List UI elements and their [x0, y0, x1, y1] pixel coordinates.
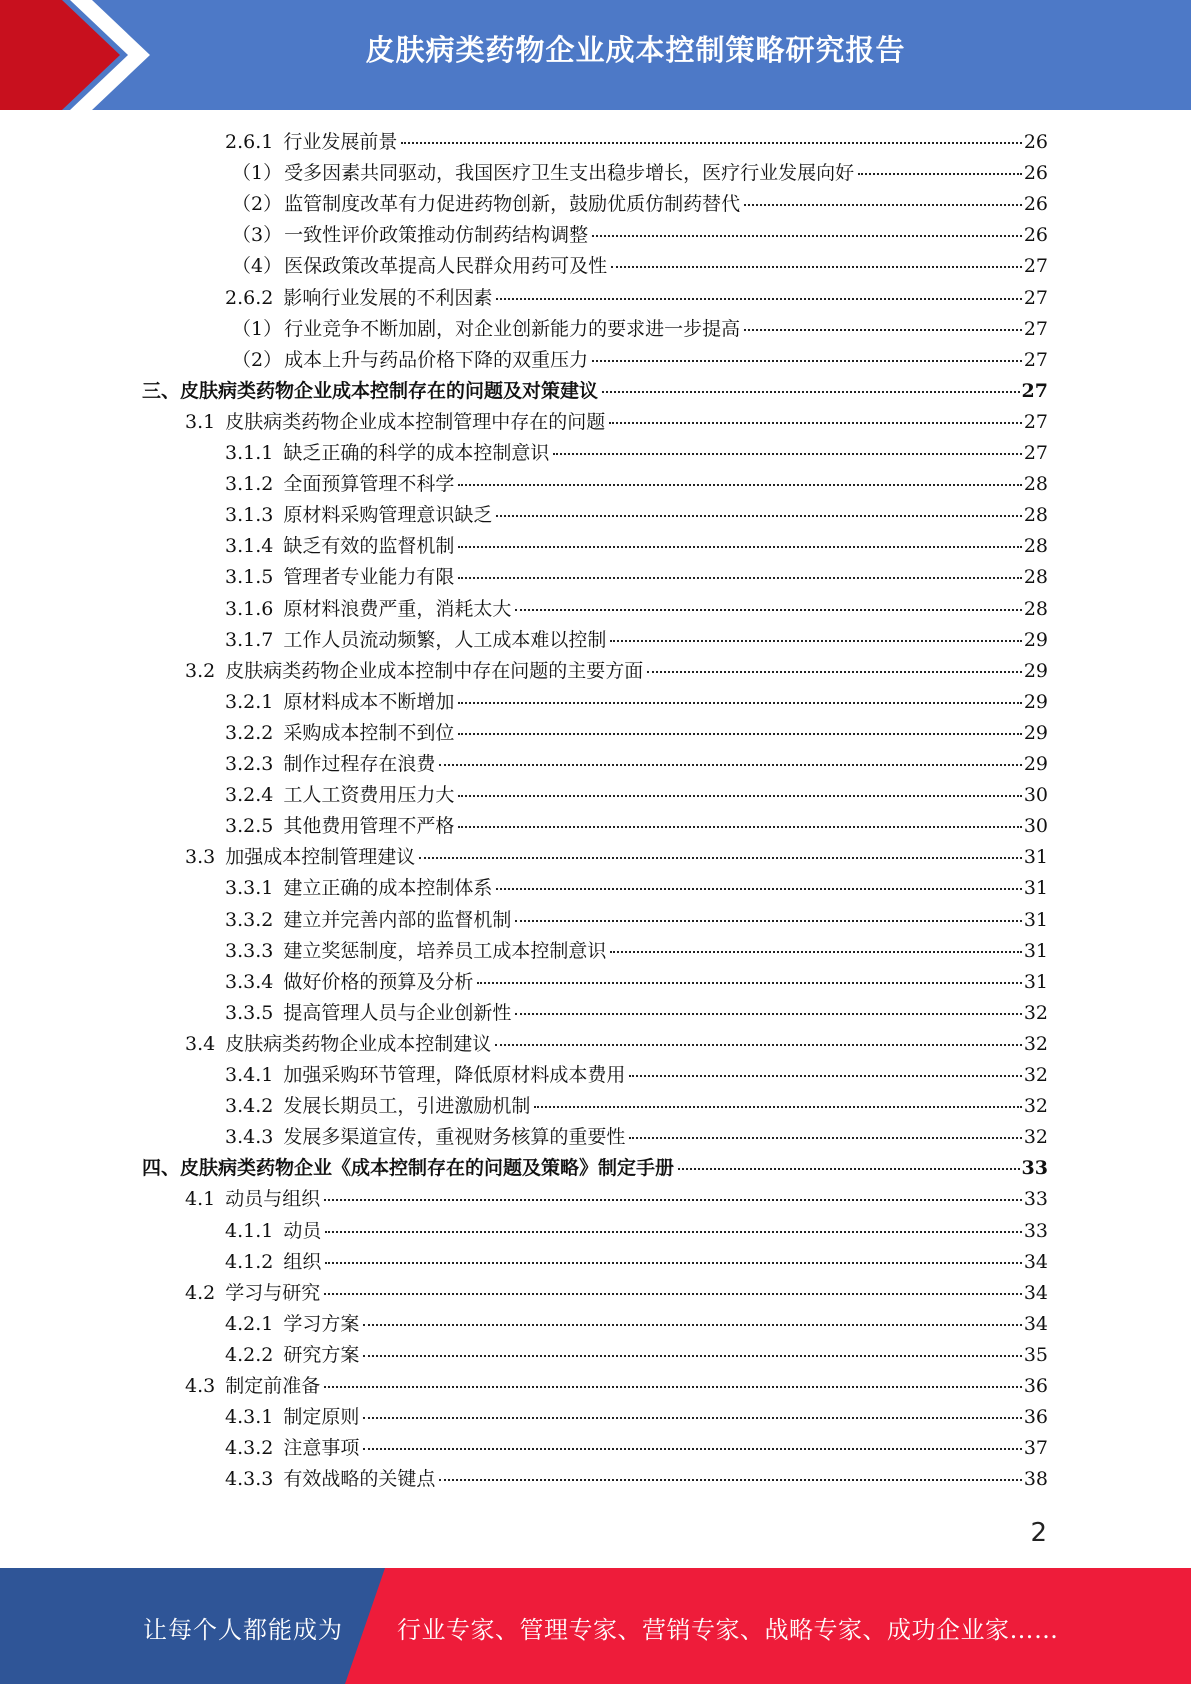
toc-entry-title: 原材料采购管理意识缺乏 [283, 504, 493, 527]
toc-entry-number: 3.1.4 [225, 535, 274, 558]
toc-entry-page: 28 [1023, 473, 1048, 496]
toc-entry[interactable] [225, 1247, 1048, 1278]
toc-entry-number: 3.4 [185, 1032, 216, 1055]
toc-entry-number: 3.2.2 [225, 721, 274, 744]
toc-entry-title: 建立奖惩制度，培养员工成本控制意识 [283, 939, 607, 962]
toc-entry-page: 32 [1023, 1064, 1048, 1086]
toc-entry[interactable] [225, 469, 1048, 500]
toc-dot-leader [401, 142, 1021, 144]
toc-entry-title: 缺乏正确的科学的成本控制意识 [283, 442, 550, 464]
toc-entry-page: 29 [1023, 690, 1048, 713]
toc-entry-title: 皮肤病类药物企业成本控制管理中存在的问题 [225, 410, 606, 433]
toc-entry-page: 27 [1023, 348, 1048, 371]
toc-entry-title: 加强采购环节管理，降低原材料成本费用 [283, 1064, 626, 1086]
toc-entry[interactable] [225, 1216, 1048, 1247]
toc-entry-page: 29 [1023, 721, 1048, 744]
toc-entry-number: （1） [232, 162, 283, 185]
page-footer [0, 1568, 1191, 1684]
toc-dot-leader [324, 1386, 1022, 1388]
toc-entry-title: 其他费用管理不严格 [283, 815, 455, 838]
toc-dot-leader [496, 515, 1021, 517]
toc-entry-page: 27 [1023, 442, 1048, 464]
toc-entry[interactable] [185, 656, 1048, 687]
toc-entry-title: 医保政策改革提高人民群众用药可及性 [284, 255, 608, 278]
toc-entry-page: 31 [1023, 846, 1048, 869]
toc-entry-page: 33 [1023, 1219, 1048, 1242]
toc-entry-number: 3.4.3 [225, 1126, 274, 1149]
toc-entry-title: 皮肤病类药物企业成本控制建议 [225, 1032, 492, 1055]
toc-entry-page: 33 [1023, 1188, 1048, 1211]
toc-dot-leader [629, 1075, 1021, 1077]
toc-entry-page: 28 [1023, 597, 1048, 620]
toc-entry[interactable] [185, 1184, 1048, 1215]
toc-entry[interactable] [225, 749, 1048, 780]
toc-entry-page: 37 [1023, 1437, 1048, 1460]
toc-entry-number: 4.1 [185, 1188, 216, 1211]
toc-entry-title: 发展多渠道宣传，重视财务核算的重要性 [283, 1126, 626, 1149]
toc-entry-number: 3.4.2 [225, 1095, 274, 1118]
toc-entry-title: 建立并完善内部的监督机制 [283, 908, 512, 931]
toc-entry[interactable] [225, 936, 1048, 967]
toc-entry[interactable] [225, 283, 1048, 314]
toc-entry-page: 32 [1023, 1095, 1048, 1118]
toc-entry-number: 3.2.5 [225, 815, 274, 838]
toc-entry-number: 3.2.3 [225, 753, 274, 775]
toc-entry-number: 3.1.5 [225, 566, 274, 589]
toc-dot-leader [610, 951, 1021, 953]
toc-entry-number: 4.2.2 [225, 1343, 274, 1366]
toc-entry-title: 注意事项 [283, 1437, 360, 1460]
toc-entry-number: 3.2.1 [225, 690, 274, 713]
toc-entry-title: 采购成本控制不到位 [283, 721, 455, 744]
toc-dot-leader [592, 360, 1022, 362]
toc-entry-title: 建立正确的成本控制体系 [283, 877, 493, 900]
toc-entry-title: 受多因素共同驱动，我国医疗卫生支出稳步增长，医疗行业发展向好 [284, 162, 855, 185]
toc-entry[interactable] [225, 438, 1048, 469]
toc-entry-number: 4.1.1 [225, 1219, 274, 1242]
toc-entry-number: 3.1.2 [225, 473, 274, 496]
toc-entry[interactable] [185, 1371, 1048, 1402]
toc-entry-number: 3.3.1 [225, 877, 274, 900]
toc-entry[interactable] [185, 842, 1048, 873]
toc-entry-number: 3.1.1 [225, 442, 274, 464]
toc-dot-leader [744, 204, 1022, 206]
toc-dot-leader [609, 422, 1022, 424]
toc-entry-title: 做好价格的预算及分析 [283, 970, 474, 993]
toc-entry-title: 学习方案 [283, 1312, 360, 1335]
toc-entry-page: 33 [1021, 1157, 1048, 1180]
toc-entry-page: 29 [1023, 659, 1048, 682]
toc-entry-page: 28 [1023, 566, 1048, 589]
toc-entry-title: 制定原则 [283, 1406, 360, 1429]
toc-dot-leader [515, 1013, 1021, 1015]
toc-entry-page: 26 [1023, 131, 1048, 153]
toc-dot-leader [458, 795, 1021, 797]
toc-entry-page: 27 [1023, 410, 1048, 433]
toc-dot-leader [611, 266, 1022, 268]
toc-dot-leader [363, 1448, 1021, 1450]
footer-slogan-left: 让每个人都能成为 [143, 1616, 343, 1644]
toc-entry-number: 3.4.1 [225, 1064, 274, 1086]
toc-entry-title: 皮肤病类药物企业成本控制存在的问题及对策建议 [180, 379, 599, 402]
toc-entry[interactable] [185, 1029, 1048, 1060]
toc-entry-number: 2.6.2 [225, 286, 274, 309]
toc-dot-leader [553, 453, 1021, 455]
toc-entry-title: 行业发展前景 [283, 131, 398, 153]
toc-entry-number: （2） [232, 348, 283, 371]
toc-dot-leader [610, 640, 1021, 642]
toc-entry[interactable] [225, 562, 1048, 593]
toc-entry-page: 31 [1023, 939, 1048, 962]
toc-entry-number: 4.3.2 [225, 1437, 274, 1460]
toc-dot-leader [477, 982, 1021, 984]
toc-entry-title: 皮肤病类药物企业《成本控制存在的问题及策略》制定手册 [180, 1157, 675, 1180]
toc-entry-number: 4.3.3 [225, 1468, 274, 1491]
toc-entry[interactable] [225, 811, 1048, 842]
toc-entry-title: 动员 [283, 1219, 322, 1242]
toc-entry[interactable] [225, 1060, 1048, 1091]
toc-entry-title: 有效战略的关键点 [283, 1468, 436, 1491]
toc-dot-leader [458, 484, 1021, 486]
toc-entry[interactable] [232, 251, 1048, 282]
toc-entry-page: 26 [1023, 193, 1048, 216]
toc-entry-title: 影响行业发展的不利因素 [283, 286, 493, 309]
toc-dot-leader [363, 1324, 1021, 1326]
toc-entry-title: 全面预算管理不科学 [283, 473, 455, 496]
toc-dot-leader [458, 577, 1021, 579]
toc-entry[interactable] [225, 594, 1048, 625]
toc-entry-page: 31 [1023, 877, 1048, 900]
toc-dot-leader [602, 391, 1020, 393]
toc-entry-page: 34 [1023, 1281, 1048, 1304]
toc-entry[interactable] [225, 718, 1048, 749]
toc-entry-title: 皮肤病类药物企业成本控制中存在问题的主要方面 [225, 659, 644, 682]
toc-entry-page: 31 [1023, 970, 1048, 993]
toc-dot-leader [324, 1293, 1022, 1295]
toc-entry-title: 组织 [283, 1250, 322, 1273]
toc-entry-page: 26 [1023, 224, 1048, 247]
toc-entry[interactable] [232, 314, 1048, 345]
toc-dot-leader [678, 1168, 1020, 1170]
toc-entry-title: 缺乏有效的监督机制 [283, 535, 455, 558]
toc-entry-title: 成本上升与药品价格下降的双重压力 [284, 348, 589, 371]
toc-dot-leader [325, 1262, 1021, 1264]
toc-dot-leader [458, 826, 1021, 828]
toc-dot-leader [495, 1044, 1022, 1046]
toc-entry-page: 36 [1023, 1375, 1048, 1397]
toc-entry[interactable] [225, 1309, 1048, 1340]
toc-entry[interactable] [232, 345, 1048, 376]
toc-entry-page: 32 [1023, 1001, 1048, 1024]
toc-entry-page: 27 [1023, 286, 1048, 309]
toc-entry-number: 4.2.1 [225, 1312, 274, 1335]
toc-dot-leader [439, 764, 1021, 766]
toc-entry-number: 3.3.3 [225, 939, 274, 962]
toc-entry-number: 3.1.3 [225, 504, 274, 527]
toc-entry[interactable] [225, 687, 1048, 718]
toc-entry-page: 28 [1023, 504, 1048, 527]
toc-dot-leader [439, 1479, 1021, 1481]
toc-entry-number: （3） [232, 224, 283, 247]
toc-dot-leader [458, 733, 1021, 735]
toc-entry-number: 3.3.2 [225, 908, 274, 931]
toc-dot-leader [515, 609, 1021, 611]
toc-entry[interactable] [225, 625, 1048, 656]
page-header [0, 0, 1191, 110]
toc-entry[interactable] [142, 376, 1048, 407]
toc-entry-number: （1） [232, 317, 283, 340]
toc-entry-number: 3.1 [185, 410, 216, 433]
toc-entry[interactable] [225, 967, 1048, 998]
toc-dot-leader [458, 702, 1021, 704]
toc-entry[interactable] [225, 998, 1048, 1029]
toc-entry-title: 制作过程存在浪费 [283, 753, 436, 775]
toc-entry-number: 3.3.5 [225, 1001, 274, 1024]
toc-entry[interactable] [225, 1340, 1048, 1371]
toc-entry-number: 4.3.1 [225, 1406, 274, 1429]
toc-dot-leader [515, 920, 1021, 922]
toc-entry-title: 制定前准备 [225, 1375, 321, 1397]
toc-entry-title: 监管制度改革有力促进药物创新，鼓励优质仿制药替代 [284, 193, 741, 216]
toc-entry[interactable] [225, 531, 1048, 562]
toc-entry-page: 32 [1023, 1032, 1048, 1055]
toc-dot-leader [419, 857, 1022, 859]
toc-dot-leader [325, 1231, 1021, 1233]
toc-entry-number: 3.2 [185, 659, 216, 682]
toc-entry-number: 4.3 [185, 1375, 216, 1397]
toc-dot-leader [858, 173, 1022, 175]
toc-entry[interactable] [225, 1402, 1048, 1433]
toc-entry-page: 34 [1023, 1250, 1048, 1273]
toc-entry-number: （4） [232, 255, 283, 278]
toc-entry[interactable] [225, 1122, 1048, 1153]
toc-entry-title: 管理者专业能力有限 [283, 566, 455, 589]
toc-entry[interactable] [225, 1433, 1048, 1464]
toc-entry-title: 行业竞争不断加剧，对企业创新能力的要求进一步提高 [284, 317, 741, 340]
toc-entry-page: 30 [1023, 815, 1048, 838]
toc-entry-number: 3.2.4 [225, 784, 274, 807]
toc-entry[interactable] [225, 905, 1048, 936]
toc-dot-leader [458, 546, 1021, 548]
toc-entry-page: 38 [1023, 1468, 1048, 1491]
toc-entry-number: 四、 [142, 1157, 181, 1180]
toc-entry[interactable] [225, 780, 1048, 811]
toc-entry-number: 4.1.2 [225, 1250, 274, 1273]
toc-entry-title: 提高管理人员与企业创新性 [283, 1001, 512, 1024]
toc-entry-page: 35 [1023, 1343, 1048, 1366]
toc-entry[interactable] [232, 158, 1048, 189]
toc-entry-number: （2） [232, 193, 283, 216]
toc-dot-leader [592, 235, 1022, 237]
toc-entry-title: 学习与研究 [225, 1281, 321, 1304]
document-title: 皮肤病类药物企业成本控制策略研究报告 [365, 33, 906, 67]
toc-dot-leader [363, 1417, 1021, 1419]
toc-entry[interactable] [225, 500, 1048, 531]
toc-entry-title: 动员与组织 [225, 1188, 321, 1211]
toc-entry-title: 工人工资费用压力大 [283, 784, 455, 807]
toc-dot-leader [744, 329, 1022, 331]
toc-entry-page: 26 [1023, 162, 1048, 185]
toc-entry-number: 4.2 [185, 1281, 216, 1304]
toc-entry[interactable] [225, 873, 1048, 904]
toc-entry[interactable] [185, 1278, 1048, 1309]
toc-entry-number: 3.1.6 [225, 597, 274, 620]
toc-entry-number: 2.6.1 [225, 131, 274, 153]
toc-dot-leader [534, 1106, 1021, 1108]
toc-entry[interactable] [142, 1153, 1048, 1184]
toc-entry-title: 原材料浪费严重，消耗太大 [283, 597, 512, 620]
toc-entry[interactable] [225, 1091, 1048, 1122]
toc-entry[interactable] [225, 1464, 1048, 1495]
toc-dot-leader [496, 298, 1021, 300]
toc-entry-page: 28 [1023, 535, 1048, 558]
toc-entry-title: 工作人员流动频繁，人工成本难以控制 [283, 628, 607, 651]
toc-entry-page: 31 [1023, 908, 1048, 931]
toc-dot-leader [496, 888, 1021, 890]
toc-entry-title: 一致性评价政策推动仿制药结构调整 [284, 224, 589, 247]
toc-entry-title: 原材料成本不断增加 [283, 690, 455, 713]
footer-slogan-right: 行业专家、管理专家、营销专家、战略专家、成功企业家…… [397, 1616, 1059, 1644]
toc-entry-title: 发展长期员工，引进激励机制 [283, 1095, 531, 1118]
toc-entry-page: 29 [1023, 753, 1048, 775]
toc-entry-page: 32 [1023, 1126, 1048, 1149]
toc-entry-title: 研究方案 [283, 1343, 360, 1366]
toc-entry-number: 3.3.4 [225, 970, 274, 993]
toc-entry[interactable] [232, 189, 1048, 220]
toc-entry-page: 29 [1023, 628, 1048, 651]
toc-entry-page: 27 [1021, 379, 1048, 402]
toc-entry-number: 3.3 [185, 846, 216, 869]
toc-entry-number: 3.1.7 [225, 628, 274, 651]
page-number: 2 [1030, 1518, 1047, 1548]
toc-dot-leader [647, 671, 1022, 673]
toc-entry-number: 三、 [142, 379, 181, 402]
toc-entry-title: 加强成本控制管理建议 [225, 846, 416, 869]
toc-entry-page: 36 [1023, 1406, 1048, 1429]
toc-dot-leader [629, 1137, 1021, 1139]
toc-entry[interactable] [232, 220, 1048, 251]
toc-entry[interactable] [185, 407, 1048, 438]
toc-entry-page: 27 [1023, 255, 1048, 278]
toc-entry-page: 27 [1023, 317, 1048, 340]
toc-dot-leader [363, 1355, 1021, 1357]
toc-entry-page: 30 [1023, 784, 1048, 807]
toc-entry[interactable] [225, 127, 1048, 158]
toc-dot-leader [324, 1199, 1022, 1201]
toc-entry-page: 34 [1023, 1312, 1048, 1335]
